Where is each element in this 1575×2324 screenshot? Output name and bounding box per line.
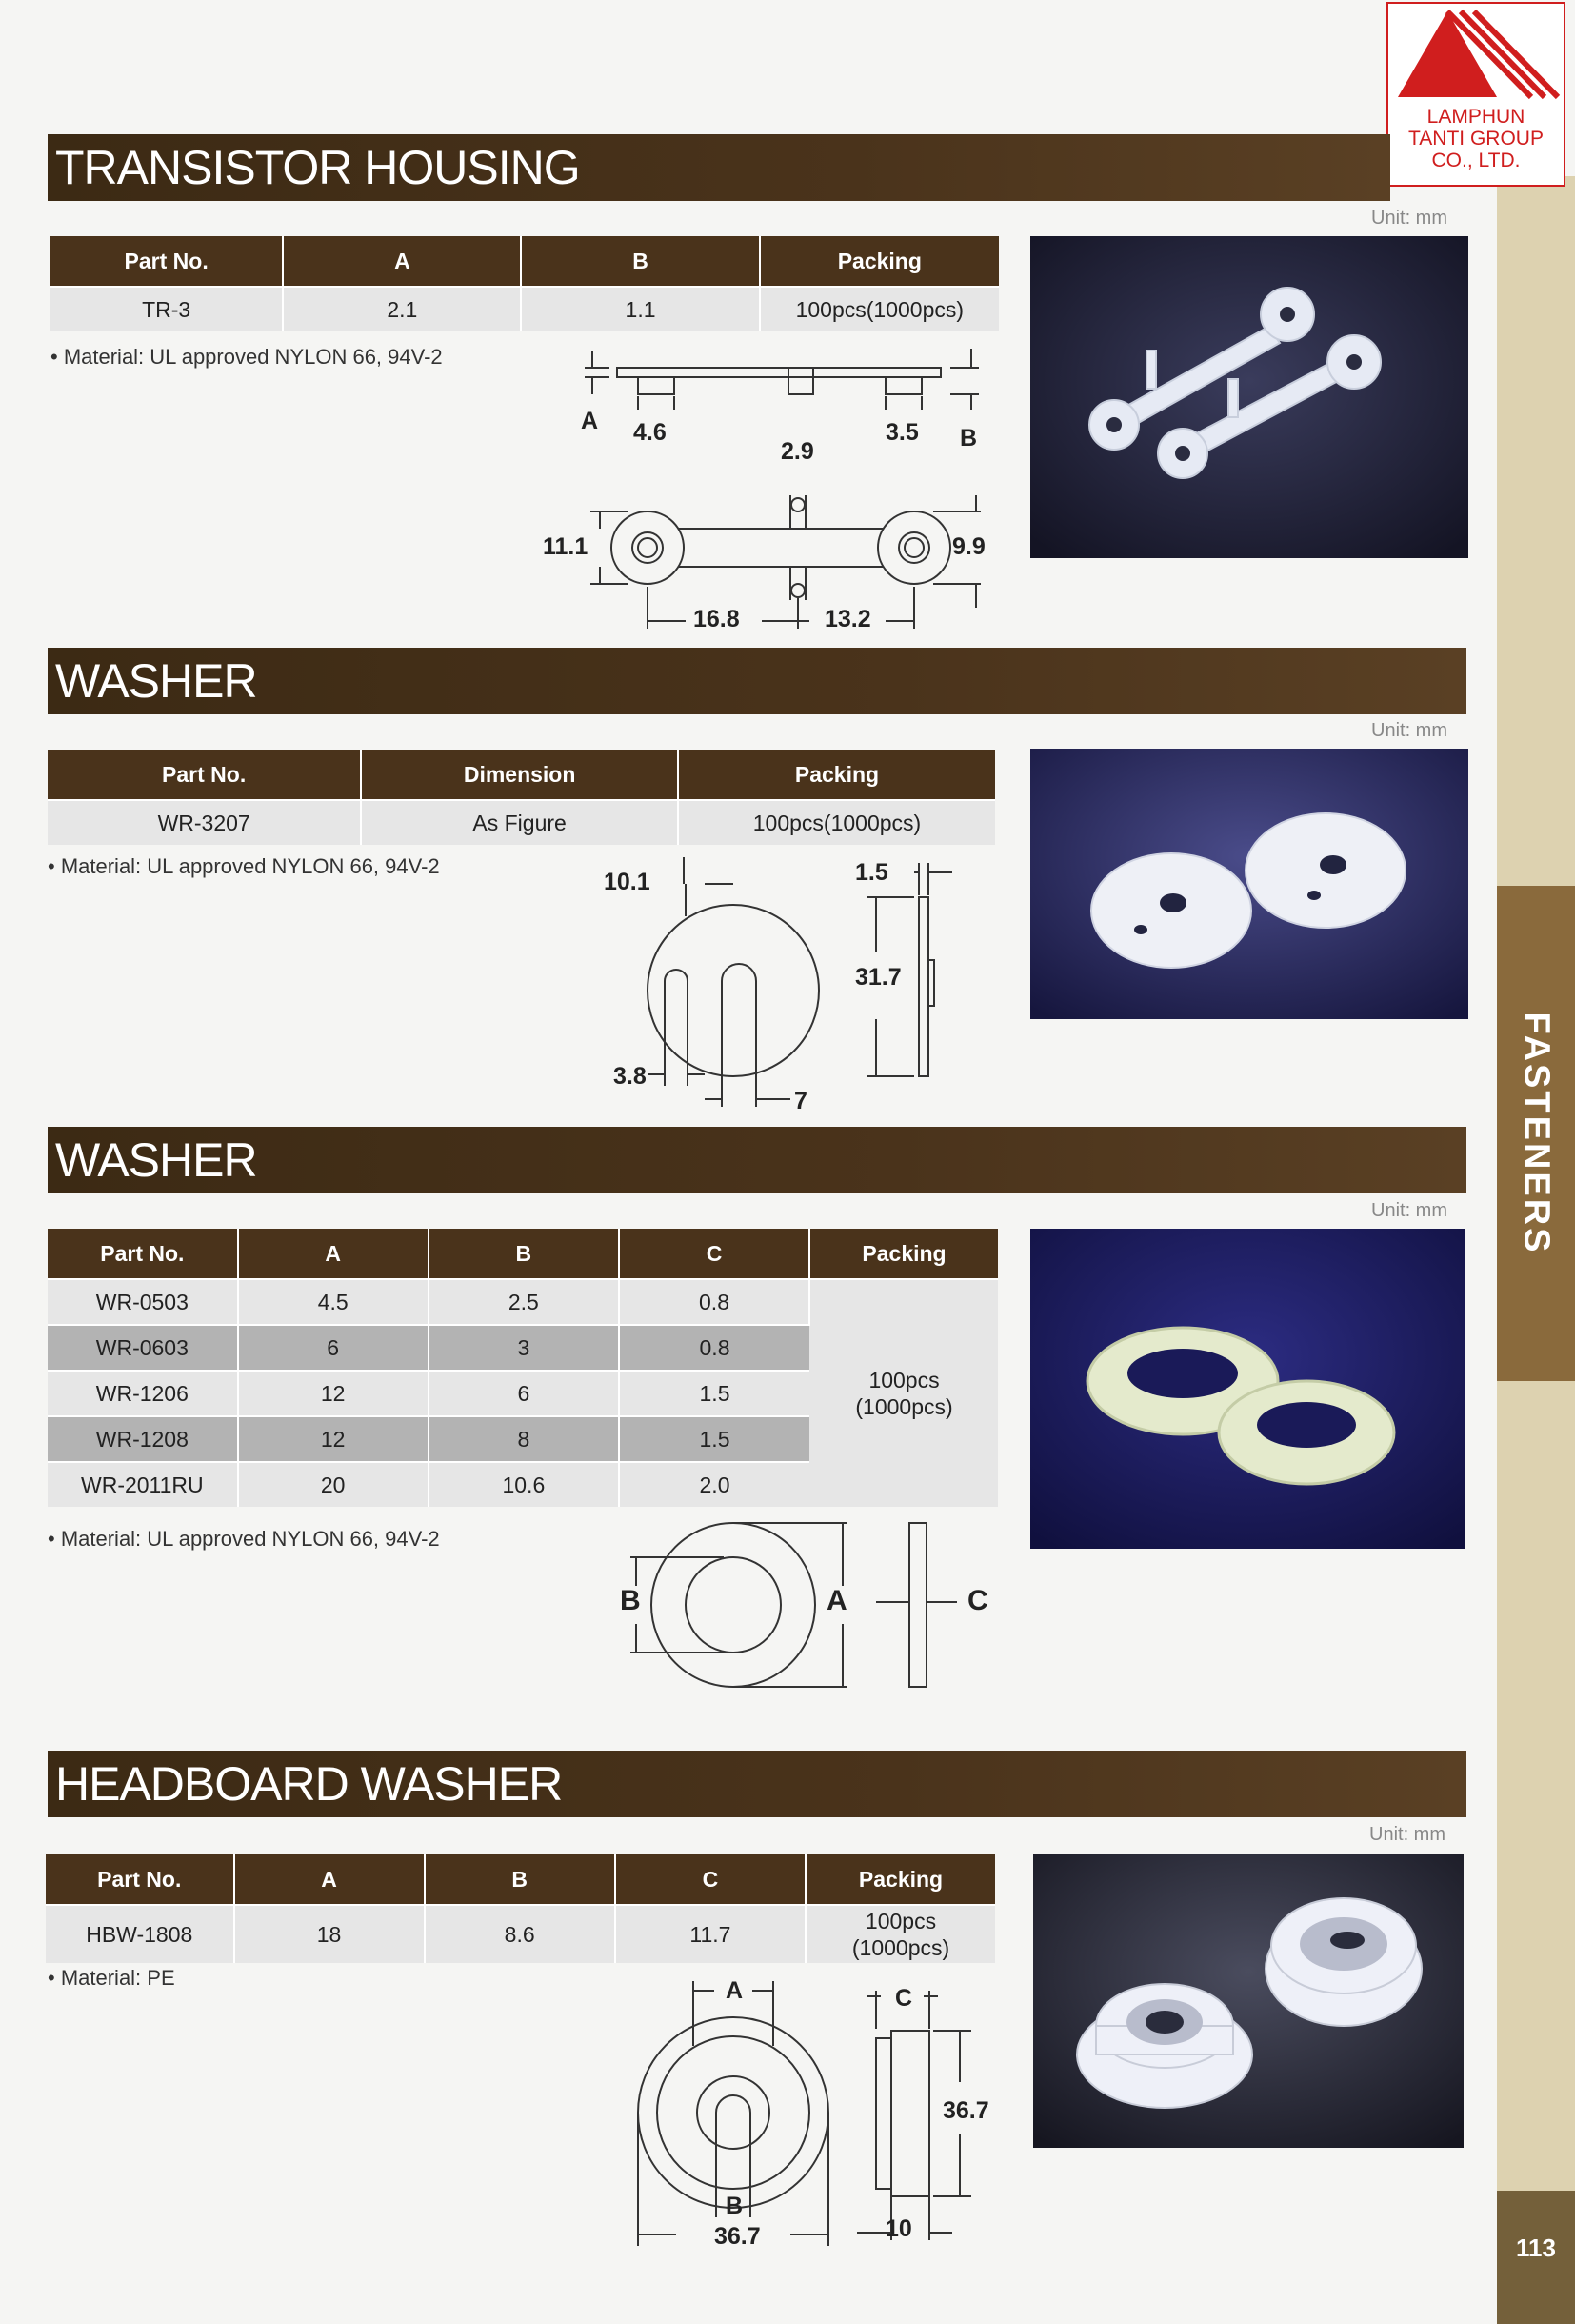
dim-label: 3.8 xyxy=(613,1063,647,1090)
washer1-spec-table xyxy=(48,750,995,845)
washer2-unit-label: Unit: mm xyxy=(1371,1200,1447,1221)
table-cell: 6 xyxy=(429,1371,619,1416)
table-header: Part No. xyxy=(50,236,283,287)
table-cell: 1.5 xyxy=(619,1416,809,1462)
table-cell: 18 xyxy=(234,1905,425,1963)
table-row xyxy=(48,800,995,845)
table-row xyxy=(48,1279,998,1325)
dim-label: 36.7 xyxy=(943,2097,989,2124)
dim-label: A xyxy=(827,1585,847,1616)
table-cell: 8.6 xyxy=(425,1905,615,1963)
washer1-photo xyxy=(1030,749,1468,1019)
washer2-material-note: • Material: UL approved NYLON 66, 94V-2 xyxy=(48,1527,440,1551)
dim-label: 3.5 xyxy=(886,419,919,446)
dim-label: 10 xyxy=(886,2215,912,2242)
table-cell: 8 xyxy=(429,1416,619,1462)
table-cell: 3 xyxy=(429,1325,619,1371)
dim-label: 10.1 xyxy=(604,869,650,895)
table-cell: 4.5 xyxy=(238,1279,429,1325)
table-row xyxy=(50,287,999,331)
transistor-housing-drawing xyxy=(571,343,1009,648)
table-header: A xyxy=(283,236,521,287)
logo-line-2: TANTI GROUP xyxy=(1408,128,1544,150)
page-number: 113 xyxy=(1516,2234,1556,2262)
packing-line-1: 100pcs xyxy=(868,1368,940,1392)
dim-label: C xyxy=(967,1585,988,1616)
headboard-spec-table xyxy=(46,1854,995,1963)
table-cell: WR-1208 xyxy=(48,1416,238,1462)
dim-label: 4.6 xyxy=(633,419,667,446)
table-cell: 100pcs(1000pcs) xyxy=(678,800,995,845)
washer2-drawing xyxy=(609,1514,1009,1695)
table-header: A xyxy=(238,1229,429,1279)
headboard-unit-label: Unit: mm xyxy=(1369,1824,1445,1845)
table-row xyxy=(46,1905,995,1963)
logo-triangle-icon xyxy=(1388,4,1564,109)
table-cell: WR-2011RU xyxy=(48,1462,238,1507)
dim-label: 2.9 xyxy=(781,438,814,465)
table-header: B xyxy=(429,1229,619,1279)
table-cell: TR-3 xyxy=(50,287,283,331)
table-header: B xyxy=(521,236,759,287)
table-header: Packing xyxy=(678,750,995,800)
logo-line-1: LAMPHUN xyxy=(1426,106,1525,128)
dim-label: 36.7 xyxy=(714,2223,761,2250)
dim-label: A xyxy=(581,408,599,434)
table-header: Part No. xyxy=(46,1854,234,1905)
transistor-housing-title: TRANSISTOR HOUSING xyxy=(48,134,1390,201)
category-tab-label: FASTENERS xyxy=(1516,1012,1557,1255)
dim-label: 16.8 xyxy=(693,606,740,632)
table-cell: 12 xyxy=(238,1416,429,1462)
table-cell: WR-3207 xyxy=(48,800,361,845)
washer1-material-note: • Material: UL approved NYLON 66, 94V-2 xyxy=(48,854,440,878)
table-cell: 12 xyxy=(238,1371,429,1416)
dim-label: 31.7 xyxy=(855,964,902,991)
packing-cell xyxy=(809,1279,998,1507)
packing-line-1: 100pcs xyxy=(865,1909,937,1933)
table-cell: WR-1206 xyxy=(48,1371,238,1416)
washer2-spec-table xyxy=(48,1229,998,1507)
packing-line-2: (1000pcs) xyxy=(851,1935,950,1960)
table-header: Part No. xyxy=(48,1229,238,1279)
dim-label: 1.5 xyxy=(855,859,888,886)
packing-line-2: (1000pcs) xyxy=(855,1394,953,1419)
headboard-washer-photo xyxy=(1033,1854,1464,2148)
table-cell: 2.0 xyxy=(619,1462,809,1507)
table-header: Packing xyxy=(760,236,999,287)
dim-label: B xyxy=(960,425,978,451)
table-cell: 20 xyxy=(238,1462,429,1507)
table-cell: 0.8 xyxy=(619,1325,809,1371)
transistor-unit-label: Unit: mm xyxy=(1371,208,1447,229)
washer1-unit-label: Unit: mm xyxy=(1371,720,1447,741)
dim-label: 13.2 xyxy=(825,606,871,632)
table-cell: 10.6 xyxy=(429,1462,619,1507)
company-logo xyxy=(1386,2,1565,187)
headboard-washer-title: HEADBOARD WASHER xyxy=(48,1751,1466,1817)
table-header: C xyxy=(615,1854,806,1905)
table-header: C xyxy=(619,1229,809,1279)
table-cell: 6 xyxy=(238,1325,429,1371)
dim-label: 9.9 xyxy=(952,533,986,560)
table-cell: 2.1 xyxy=(283,287,521,331)
table-cell: 1.1 xyxy=(521,287,759,331)
table-cell: 11.7 xyxy=(615,1905,806,1963)
table-cell: 0.8 xyxy=(619,1279,809,1325)
table-header: Packing xyxy=(809,1229,998,1279)
table-cell: HBW-1808 xyxy=(46,1905,234,1963)
table-header: Dimension xyxy=(361,750,678,800)
washer2-photo xyxy=(1030,1229,1465,1549)
logo-line-3: CO., LTD. xyxy=(1431,150,1521,171)
table-header: Part No. xyxy=(48,750,361,800)
dim-label: A xyxy=(726,1977,744,2004)
headboard-material-note: • Material: PE xyxy=(48,1966,175,1990)
transistor-material-note: • Material: UL approved NYLON 66, 94V-2 xyxy=(50,345,443,369)
table-cell: As Figure xyxy=(361,800,678,845)
table-cell: 100pcs(1000pcs) xyxy=(760,287,999,331)
washer1-drawing xyxy=(590,857,990,1124)
transistor-housing-photo xyxy=(1030,236,1468,558)
dim-label: C xyxy=(895,1985,913,2012)
table-header: A xyxy=(234,1854,425,1905)
washer-title-1: WASHER xyxy=(48,648,1466,714)
table-cell: WR-0503 xyxy=(48,1279,238,1325)
dim-label: B xyxy=(726,2193,744,2219)
washer-title-2: WASHER xyxy=(48,1127,1466,1193)
dim-label: 11.1 xyxy=(543,533,588,560)
dim-label: B xyxy=(620,1585,641,1616)
table-header: Packing xyxy=(806,1854,995,1905)
dim-label: 7 xyxy=(794,1088,807,1114)
table-cell: WR-0603 xyxy=(48,1325,238,1371)
table-header: B xyxy=(425,1854,615,1905)
transistor-spec-table xyxy=(50,236,999,331)
table-cell: 2.5 xyxy=(429,1279,619,1325)
packing-cell xyxy=(806,1905,995,1963)
table-cell: 1.5 xyxy=(619,1371,809,1416)
